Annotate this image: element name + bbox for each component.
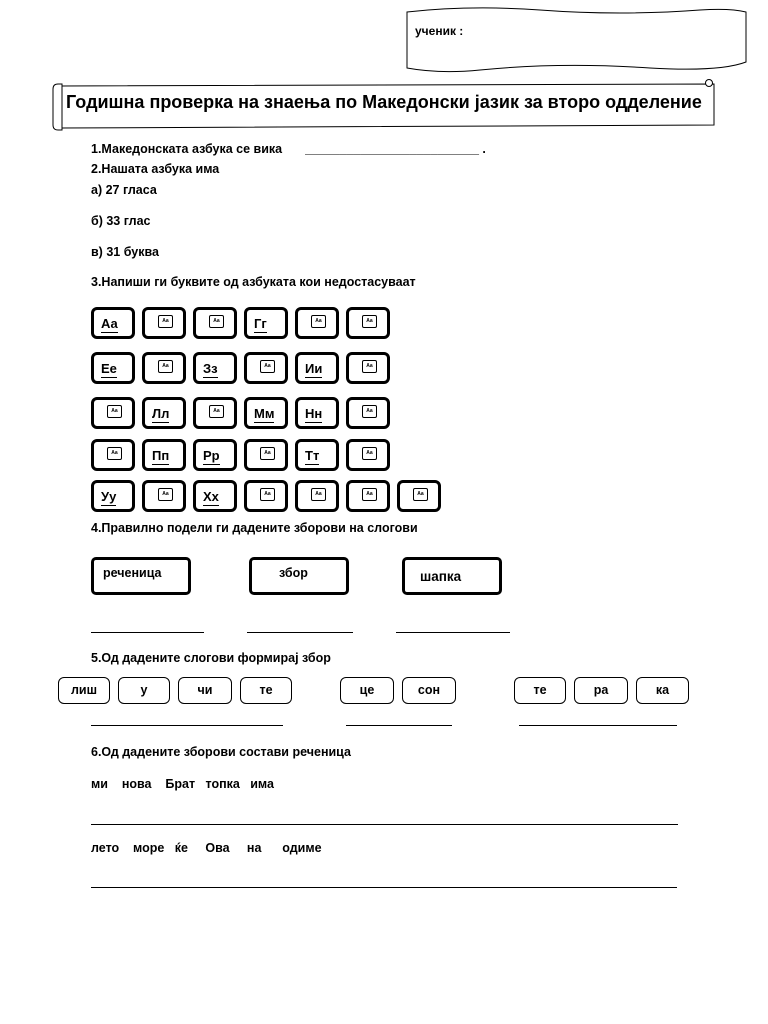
keycap-icon: Aa — [413, 488, 428, 501]
answer-line-word-3[interactable] — [396, 632, 510, 633]
syllable-box: те — [240, 677, 292, 704]
alphabet-tile-blank[interactable] — [397, 480, 441, 512]
alphabet-tile — [244, 397, 288, 429]
word-set-2: лето море ќе Ова на одиме — [91, 841, 322, 855]
keycap-icon: Aa — [362, 315, 377, 328]
keycap-icon: Aa — [311, 315, 326, 328]
keycap-icon: Aa — [209, 405, 224, 418]
keycap-icon: Aa — [158, 315, 173, 328]
alphabet-tile-blank[interactable] — [346, 480, 390, 512]
keycap-icon: Aa — [362, 488, 377, 501]
answer-line-sentence-1[interactable] — [91, 824, 678, 825]
alphabet-letter: Гг — [254, 316, 267, 331]
question-1-text: 1.Македонската азбука се вика — [91, 142, 283, 156]
syllable-box: це — [340, 677, 394, 704]
alphabet-tile-blank[interactable] — [244, 352, 288, 384]
alphabet-tile — [295, 352, 339, 384]
alphabet-tile-blank[interactable] — [193, 397, 237, 429]
answer-line-word-1[interactable] — [91, 632, 204, 633]
alphabet-tile — [91, 352, 135, 384]
question-1-period: . — [482, 142, 486, 156]
option-c[interactable]: в) 31 буква — [91, 245, 159, 259]
alphabet-letter: Ее — [101, 361, 117, 376]
alphabet-tile-blank[interactable] — [91, 397, 135, 429]
alphabet-letter: Мм — [254, 406, 275, 421]
question-6-text: 6.Од дадените зборови состави реченица — [91, 745, 351, 759]
alphabet-tile-blank[interactable] — [244, 439, 288, 471]
alphabet-tile-blank[interactable] — [142, 352, 186, 384]
alphabet-tile — [91, 480, 135, 512]
answer-line-syllables-3[interactable] — [519, 725, 677, 726]
alphabet-letter: Нн — [305, 406, 323, 421]
alphabet-tile-blank[interactable] — [295, 307, 339, 339]
keycap-icon: Aa — [158, 488, 173, 501]
alphabet-letter: Зз — [203, 361, 218, 376]
answer-line-word-2[interactable] — [247, 632, 353, 633]
page-title: Годишна проверка на знаења по Македонски јазик за второ одделение — [66, 92, 702, 112]
student-label: ученик : — [415, 24, 464, 38]
alphabet-tile — [142, 439, 186, 471]
alphabet-letter: Пп — [152, 448, 170, 463]
alphabet-tile-blank[interactable] — [142, 480, 186, 512]
student-scroll-frame — [0, 0, 768, 80]
keycap-icon: Aa — [260, 360, 275, 373]
alphabet-tile-blank[interactable] — [193, 307, 237, 339]
alphabet-letter: Уу — [101, 489, 117, 504]
alphabet-tile — [193, 352, 237, 384]
syllable-box: ра — [574, 677, 628, 704]
alphabet-tile — [295, 397, 339, 429]
word-box-1 — [91, 557, 191, 595]
alphabet-tile — [193, 439, 237, 471]
word-3: шапка — [420, 569, 462, 584]
keycap-icon: Aa — [311, 488, 326, 501]
answer-line-syllables-2[interactable] — [346, 725, 452, 726]
answer-line-sentence-2[interactable] — [91, 887, 677, 888]
keycap-icon: Aa — [362, 447, 377, 460]
keycap-icon: Aa — [362, 360, 377, 373]
keycap-icon: Aa — [158, 360, 173, 373]
option-b[interactable]: б) 33 глас — [91, 214, 151, 228]
alphabet-tile-blank[interactable] — [346, 397, 390, 429]
alphabet-tile — [142, 397, 186, 429]
alphabet-tile-blank[interactable] — [91, 439, 135, 471]
alphabet-tile-blank[interactable] — [346, 439, 390, 471]
keycap-icon: Aa — [209, 315, 224, 328]
alphabet-letter: Аа — [101, 316, 118, 331]
keycap-icon: Aa — [260, 447, 275, 460]
syllable-box: лиш — [58, 677, 110, 704]
word-set-1: ми нова Брат топка има — [91, 777, 274, 791]
alphabet-tile — [193, 480, 237, 512]
keycap-icon: Aa — [362, 405, 377, 418]
alphabet-letter: Хх — [203, 489, 219, 504]
question-4-text: 4.Правилно подели ги дадените зборови на слогови — [91, 521, 418, 535]
syllable-box: те — [514, 677, 566, 704]
word-box-2 — [249, 557, 349, 595]
question-1 — [91, 142, 486, 156]
syllable-box: чи — [178, 677, 232, 704]
word-1: реченица — [103, 566, 162, 580]
syllable-box: сон — [402, 677, 456, 704]
question-3-text: 3.Напиши ги буквите од азбуката кои недостасуваат — [91, 275, 416, 289]
question-5-text: 5.Од дадените слогови формирај збор — [91, 651, 331, 665]
word-2: збор — [279, 566, 308, 580]
student-name-box[interactable] — [0, 0, 768, 80]
alphabet-tile-blank[interactable] — [346, 307, 390, 339]
syllable-box: у — [118, 677, 170, 704]
keycap-icon: Aa — [260, 488, 275, 501]
answer-line-syllables-1[interactable] — [91, 725, 283, 726]
alphabet-tile — [91, 307, 135, 339]
alphabet-tile-blank[interactable] — [346, 352, 390, 384]
alphabet-tile-blank[interactable] — [244, 480, 288, 512]
keycap-icon: Aa — [107, 405, 122, 418]
word-box-3 — [402, 557, 502, 595]
question-1-blank[interactable]: _________________________ — [305, 142, 479, 156]
alphabet-tile — [295, 439, 339, 471]
alphabet-tile — [244, 307, 288, 339]
alphabet-tile-blank[interactable] — [142, 307, 186, 339]
alphabet-letter: Лл — [152, 406, 170, 421]
question-2-text: 2.Нашата азбука има — [91, 162, 220, 176]
alphabet-letter: Ии — [305, 361, 323, 376]
option-a[interactable]: а) 27 гласа — [91, 183, 157, 197]
alphabet-tile-blank[interactable] — [295, 480, 339, 512]
syllable-box: ка — [636, 677, 689, 704]
alphabet-letter: Рр — [203, 448, 220, 463]
keycap-icon: Aa — [107, 447, 122, 460]
alphabet-letter: Тт — [305, 448, 320, 463]
